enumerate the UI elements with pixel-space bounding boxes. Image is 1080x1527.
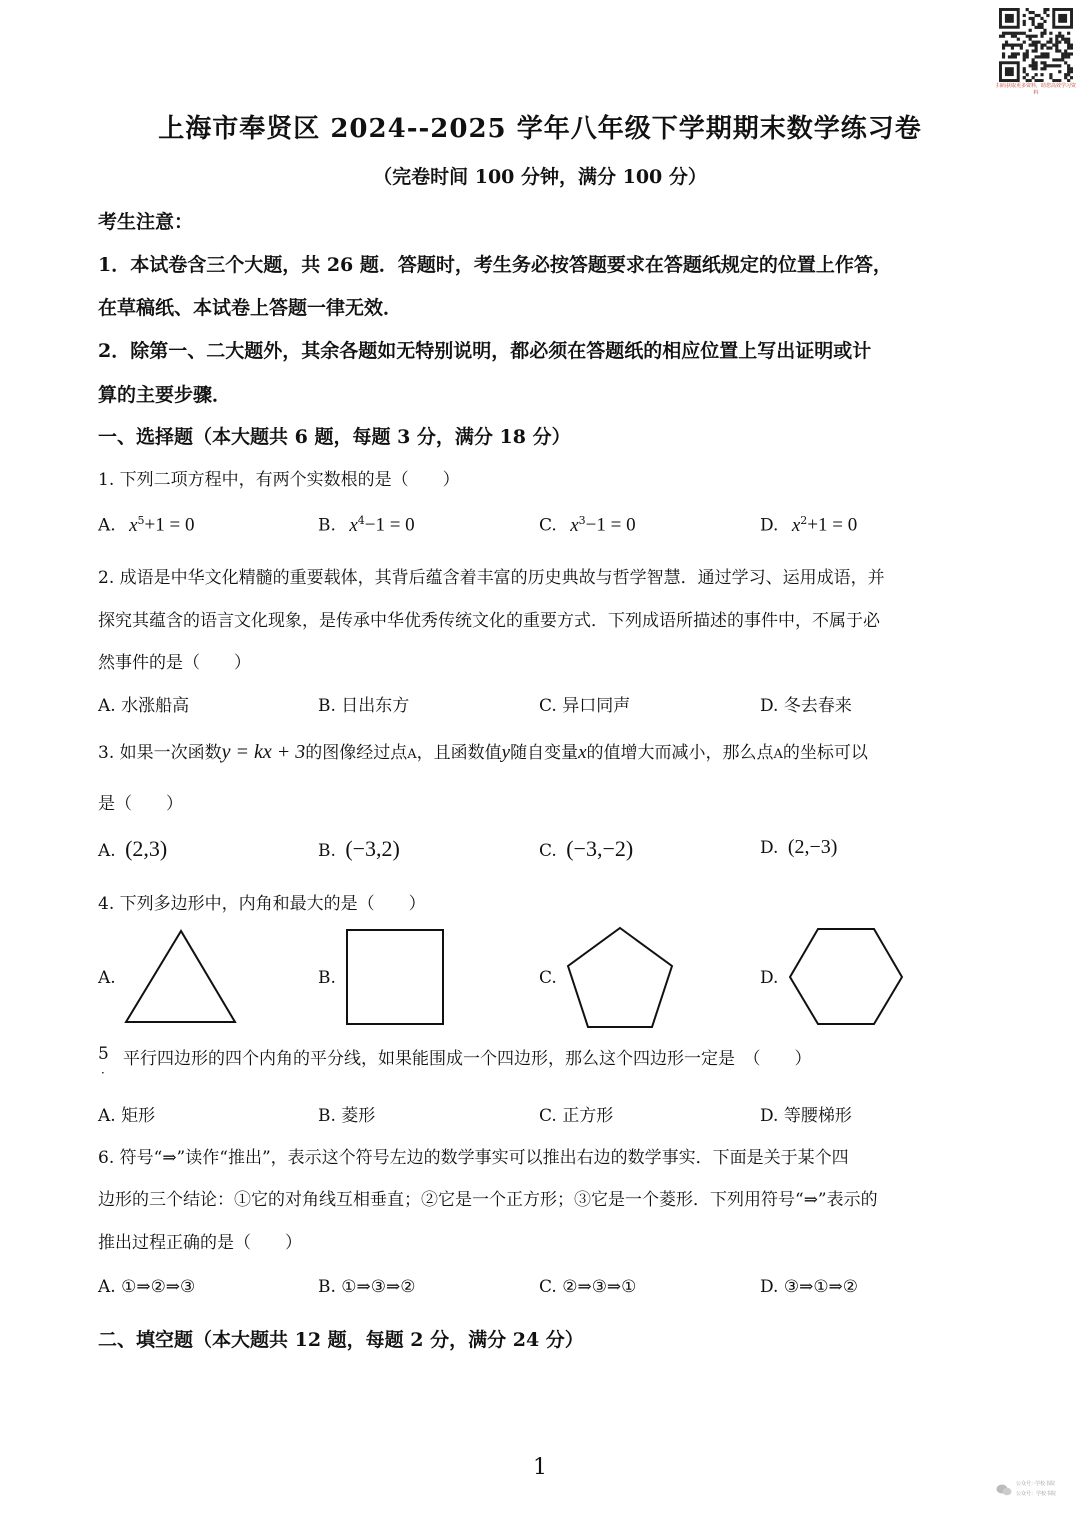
option-formula-exp: 3 bbox=[578, 514, 586, 527]
option-d: D. ③⇒①⇒② bbox=[760, 1277, 859, 1297]
option-label: B. bbox=[318, 841, 336, 861]
option-label: A. bbox=[98, 968, 116, 988]
option-value: (2,3) bbox=[125, 836, 168, 861]
option-label: A. bbox=[98, 515, 116, 536]
option-formula-base: x bbox=[791, 514, 801, 536]
wechat-icon bbox=[996, 1481, 1012, 1493]
option-formula-exp: 4 bbox=[357, 514, 365, 527]
square-icon bbox=[347, 930, 443, 1024]
stem-text: 的值增大而减小，那么点 bbox=[586, 743, 774, 763]
hexagon-icon bbox=[790, 929, 902, 1024]
option-formula-exp: 2 bbox=[800, 514, 808, 527]
option-value: (−3,−2) bbox=[566, 836, 634, 861]
question-stem-line: 然事件的是（ ） bbox=[98, 653, 251, 673]
stem-text: ，且函数值 bbox=[416, 743, 502, 763]
stem-text: 随自变量 bbox=[510, 743, 579, 763]
question-stem: 4. 下列多边形中，内角和最大的是（ ） bbox=[98, 894, 426, 914]
option-a: A. ①⇒②⇒③ bbox=[98, 1277, 196, 1297]
option-label: D. bbox=[760, 515, 779, 536]
option-c: C. 异口同声 bbox=[539, 696, 631, 716]
notice-line: 在草稿纸、本试卷上答题一律无效． bbox=[98, 297, 403, 319]
question-stem-line: 边形的三个结论：①它的对角线互相垂直；②它是一个正方形；③它是一个菱形．下列用符号“⇒”表示的 bbox=[98, 1190, 878, 1210]
triangle-icon bbox=[126, 931, 235, 1022]
qr-caption: 扫码获取更多资料，助您高效学习资料 bbox=[996, 83, 1077, 96]
option-d: D. 等腰梯形 bbox=[760, 1106, 852, 1126]
option-value: (2,−3) bbox=[787, 836, 838, 858]
option-formula-rest: −1 = 0 bbox=[364, 514, 415, 536]
option-c: C. ②⇒③⇒① bbox=[539, 1277, 637, 1297]
option-d: D. 冬去春来 bbox=[760, 696, 852, 716]
stem-text: 的图像经过点 bbox=[305, 743, 408, 763]
option-label: C. bbox=[539, 515, 557, 536]
option-label: D. bbox=[760, 968, 779, 988]
option-label: B. bbox=[318, 515, 336, 536]
variable-x: x bbox=[578, 742, 587, 763]
page-number: 1 bbox=[533, 1455, 547, 1480]
question-stem-line: 探究其蕴含的语言文化现象，是传承中华优秀传统文化的重要方式．下列成语所描述的事件中，不属于必 bbox=[98, 611, 880, 631]
question-stem-line: 6. 符号“⇒”读作“推出”，表示这个符号左边的数学事实可以推出右边的数学事实．下面是关于某个四 bbox=[98, 1148, 849, 1168]
option-formula-rest: −1 = 0 bbox=[585, 514, 636, 536]
question-stem-line: 推出过程正确的是（ ） bbox=[98, 1233, 302, 1253]
question-stem-line: 2. 成语是中华文化精髓的重要载体，其背后蕴含着丰富的历史典故与哲学智慧．通过学习、运用成语，并 bbox=[98, 568, 885, 588]
option-b: B. 日出东方 bbox=[318, 696, 410, 716]
option-b: B. 菱形 bbox=[318, 1106, 376, 1126]
notice-line: 算的主要步骤． bbox=[98, 384, 232, 406]
option-formula-base: x bbox=[129, 514, 138, 536]
question-stem-line: 是（ ） bbox=[98, 794, 183, 814]
option-c: C. 正方形 bbox=[539, 1106, 614, 1126]
notice-line: 1．本试卷含三个大题，共 26 题．答题时，考生务必按答题要求在答题纸规定的位置上作答， bbox=[98, 254, 892, 276]
question-dot: ． bbox=[101, 1062, 114, 1076]
option-a: A. 矩形 bbox=[98, 1106, 156, 1126]
stem-text: 3. 如果一次函数 bbox=[98, 743, 222, 763]
option-label: A. bbox=[98, 841, 116, 861]
option-formula-exp: 5 bbox=[137, 514, 145, 527]
option-value: (−3,2) bbox=[345, 836, 400, 861]
option-label: D. bbox=[760, 838, 779, 858]
option-formula-rest: +1 = 0 bbox=[144, 514, 195, 536]
point-label: A bbox=[773, 747, 783, 762]
page-subtitle: （完卷时间 100 分钟，满分 100 分） bbox=[373, 166, 707, 188]
variable-y: y bbox=[501, 742, 511, 763]
watermark-text: 公众号：·学校书院 bbox=[1016, 1481, 1056, 1487]
option-a: A. 水涨船高 bbox=[98, 696, 190, 716]
option-b: B. ①⇒③⇒② bbox=[318, 1277, 416, 1297]
point-label: A bbox=[407, 747, 417, 762]
section-heading: 一、选择题（本大题共 6 题，每题 3 分，满分 18 分） bbox=[98, 426, 571, 448]
stem-text: 的坐标可以 bbox=[782, 743, 868, 763]
question-stem: 1. 下列二项方程中，有两个实数根的是（ ） bbox=[98, 470, 460, 490]
option-formula-rest: +1 = 0 bbox=[807, 514, 858, 536]
page-title: 上海市奉贤区 2024--2025 学年八年级下学期期末数学练习卷 bbox=[158, 114, 922, 144]
option-formula-base: x bbox=[570, 514, 579, 536]
question-stem: 平行四边形的四个内角的平分线，如果能围成一个四边形，那么这个四边形一定是 （ ） bbox=[123, 1049, 812, 1069]
linear-function-formula: y = kx + 3 bbox=[221, 741, 306, 763]
option-label: C. bbox=[539, 841, 557, 861]
section-heading: 二、填空题（本大题共 12 题，每题 2 分，满分 24 分） bbox=[98, 1329, 584, 1351]
pentagon-icon bbox=[568, 928, 672, 1027]
option-formula-base: x bbox=[349, 514, 358, 536]
notice-line: 2．除第一、二大题外，其余各题如无特别说明，都必须在答题纸的相应位置上写出证明或计 bbox=[98, 340, 872, 362]
watermark-text: 公众号：学校书院 bbox=[1016, 1491, 1057, 1497]
option-label: C. bbox=[539, 968, 557, 988]
option-label: B. bbox=[318, 968, 336, 988]
question-number: 5 bbox=[98, 1044, 109, 1064]
notice-heading: 考生注意： bbox=[98, 211, 194, 233]
